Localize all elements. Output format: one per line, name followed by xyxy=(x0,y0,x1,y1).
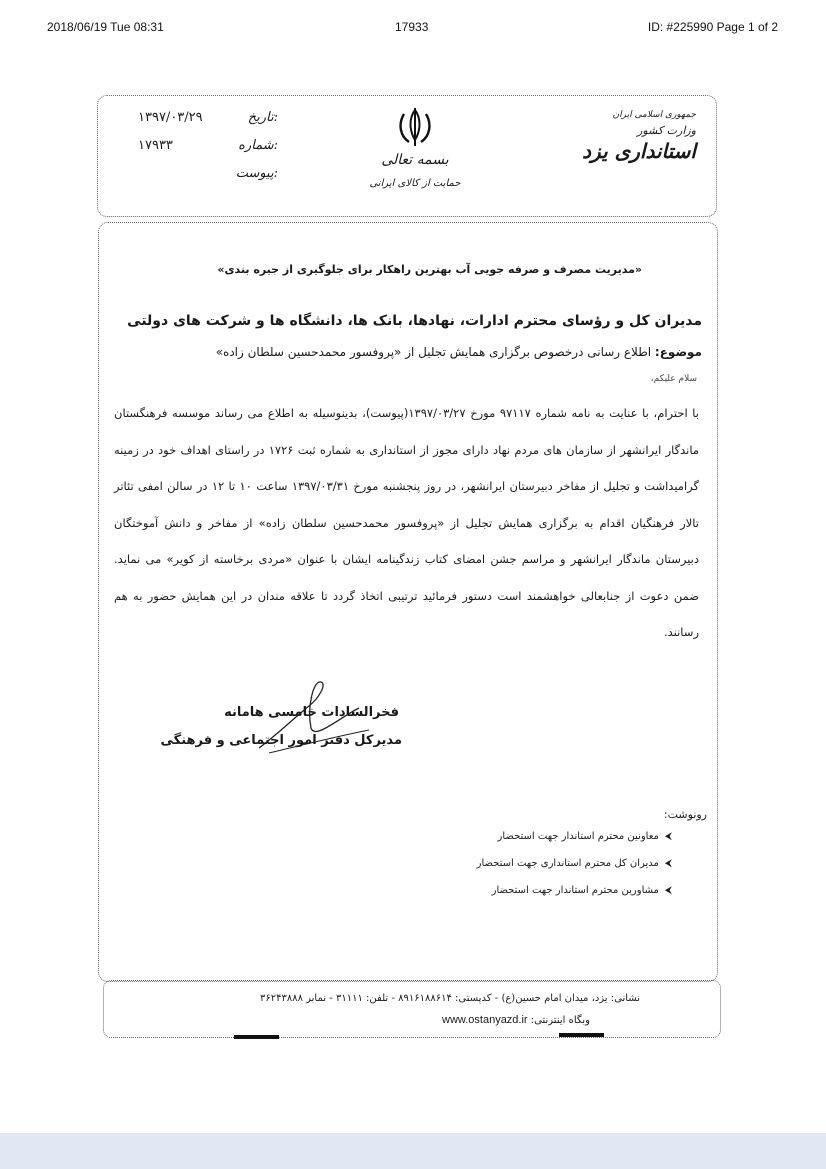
list-item xyxy=(477,831,672,858)
list-item xyxy=(477,885,672,912)
letterhead-slogan: حمایت از کالای ایرانی xyxy=(369,178,461,189)
website-label: وبگاه اینترنتی: xyxy=(530,1015,590,1026)
date-label: تاریخ: xyxy=(247,110,278,125)
attachment-label: پیوست: xyxy=(235,166,278,181)
number-value: ۱۷۹۳۳ xyxy=(138,138,173,153)
letter-meta xyxy=(138,110,278,194)
footer-mark-left xyxy=(234,1035,279,1039)
signer-title: مدیرکل دفتر امور اجتماعی و فرهنگی xyxy=(160,733,402,748)
organization-block xyxy=(582,110,696,163)
fax-number: 17933 xyxy=(395,20,429,34)
emblem-block xyxy=(360,106,470,189)
attachment-row xyxy=(138,166,278,194)
fax-id-page: ID: #225990 Page 1 of 2 xyxy=(647,20,778,34)
subject-label: موضوع: xyxy=(654,345,702,359)
date-row xyxy=(138,110,278,138)
list-item xyxy=(477,858,672,885)
cc-list xyxy=(477,831,672,912)
footer-website xyxy=(442,1014,590,1026)
bismillah: بسمه تعالی xyxy=(381,152,449,168)
recipients: مدیران کل و رؤسای محترم ادارات، نهادها، بانک ها، دانشگاه ها و شرکت های دولتی xyxy=(127,313,702,329)
number-label: شماره: xyxy=(238,138,278,153)
letter-paragraph: با احترام، با عنایت به نامه شماره ۹۷۱۱۷ مورخ ۱۳۹۷/۰۳/۲۷(پیوست)، بدینوسیله به اطلاع می رساند موسسه فرهنگستان ماندگار ایرانشهر از سازمان های مردم نهاد دارای مجوز از استانداری به شماره ثبت ۱۷۲۶ در راستای اهداف خود در زمینه گرامیداشت و تجلیل از مفاخر دبیرستان ایرانشهر، در روز پنجشنبه مورخ ۱۳۹۷/۰۳/۳۱ ساعت ۱۰ تا ۱۲ در سالن امفی تئاتر تالار فرهنگیان اقدام به برگزاری همایش تجلیل از «پروفسور محمدحسین سلطان زاده» از مفاخر و دانش آموختگان دبیرستان ماندگار ایرانشهر و مراسم جشن امضای کتاب زندگینامه ایشان با عنوان «مردی برخاسته از کویر» می نماید. ضمن دعوت از جنابعالی خواهشمند است دستور فرمائید ترتیبی اتخاذ گردد تا علاقه مندان در این همایش حضور به هم رسانند. xyxy=(114,406,700,639)
footer-address: نشانی: یزد، میدان امام حسین(ع) - کدپستی: ۸۹۱۶۱۸۸۶۱۴ - تلفن: ۳۱۱۱۱ - نمابر ۳۶۲۴۳۸۸۸ xyxy=(259,993,640,1004)
scan-background xyxy=(0,1133,826,1169)
cc-title: رونوشت: xyxy=(663,808,707,821)
arrow-icon: ⮜ xyxy=(664,858,672,869)
cc-item-text: معاونین محترم استاندار جهت استحضار xyxy=(497,831,659,842)
subject-line xyxy=(216,345,702,359)
website-url: www.ostanyazd.ir xyxy=(442,1014,528,1026)
org-country: جمهوری اسلامی ایران xyxy=(612,110,696,120)
arrow-icon: ⮜ xyxy=(664,831,672,842)
fax-datetime: 2018/06/19 Tue 08:31 xyxy=(47,20,164,34)
org-name: استانداری یزد xyxy=(582,139,696,163)
letter-footer xyxy=(103,980,721,1038)
letterhead xyxy=(97,95,717,217)
letter-body xyxy=(98,222,718,982)
water-slogan: «مدیریت مصرف و صرفه جویی آب بهترین راهکار برای جلوگیری از جیره بندی» xyxy=(217,263,642,276)
footer-mark-right xyxy=(559,1033,604,1037)
signer-name: فخرالسادات خامسی هامانه xyxy=(224,705,399,720)
cc-item-text: مشاورین محترم استاندار جهت استحضار xyxy=(491,885,659,896)
cc-item-text: مدیران کل محترم استانداری جهت استحضار xyxy=(476,858,659,869)
arrow-icon: ⮜ xyxy=(664,885,672,896)
greeting: سلام علیکم، xyxy=(650,374,697,384)
subject-text: اطلاع رسانی درخصوص برگزاری همایش تجلیل از «پروفسور محمدحسین سلطان زاده» xyxy=(215,345,652,359)
org-ministry: وزارت کشور xyxy=(637,124,696,137)
number-row xyxy=(138,138,278,166)
fax-header xyxy=(0,0,826,40)
date-value: ۱۳۹۷/۰۳/۲۹ xyxy=(138,110,203,125)
iran-emblem-icon xyxy=(395,106,435,148)
